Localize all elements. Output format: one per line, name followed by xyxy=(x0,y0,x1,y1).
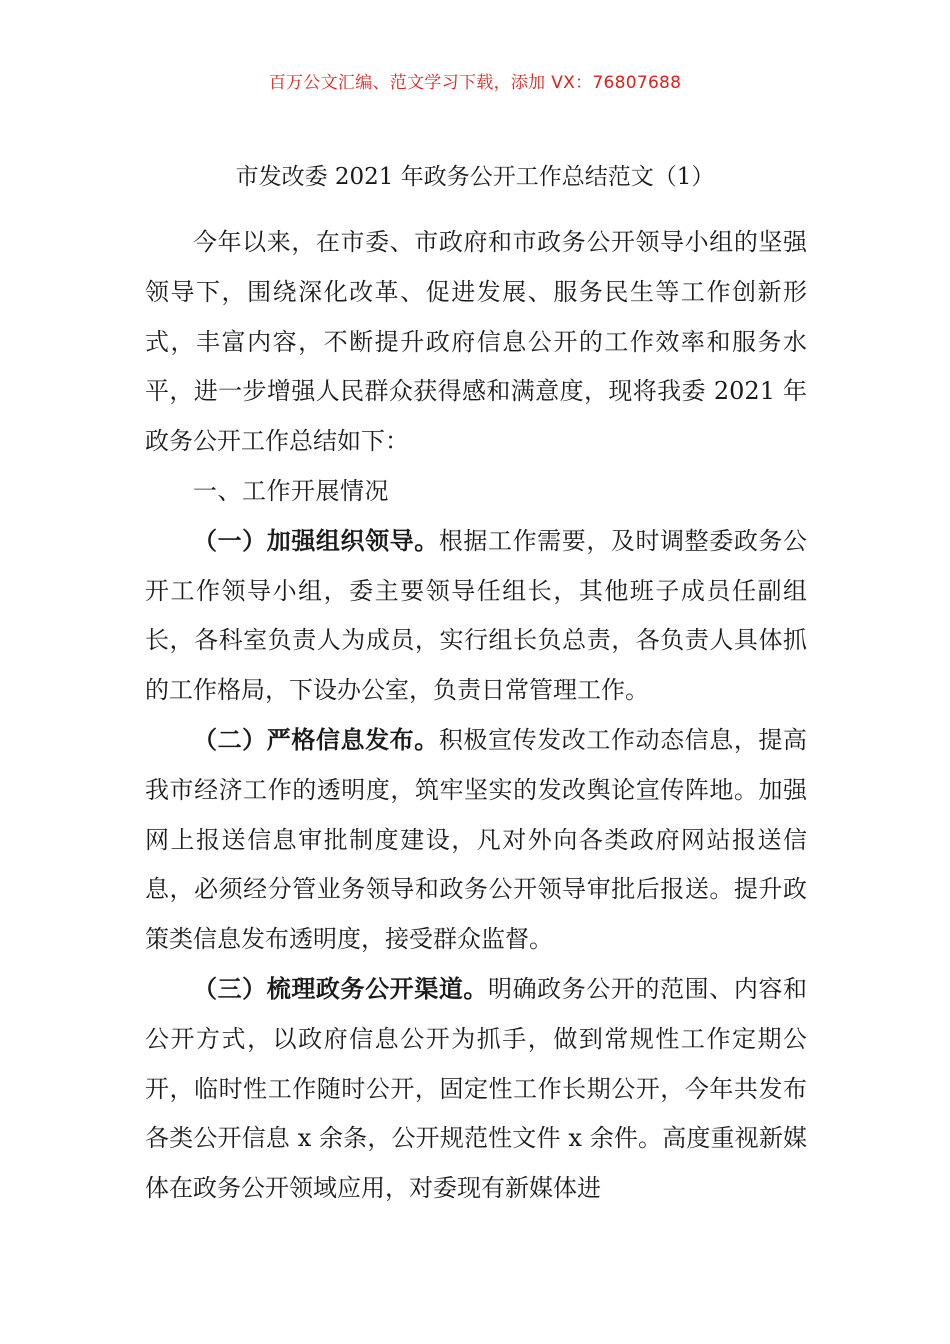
item-lead-3: （三）梳理政务公开渠道。 xyxy=(193,974,488,1003)
item-text-3: 明确政务公开的范围、内容和公开方式，以政府信息公开为抓手，做到常规性工作定期公开，临时性工作随时公开，固定性工作长期公开，今年共发布各类公开信息 x 余条，公开规范性文件 x 余件。高度重视新媒体在政务公开领域应用，对委现有新媒体进 xyxy=(145,974,807,1203)
watermark-header: 百万公文汇编、范文学习下载，添加 VX：76807688 xyxy=(268,73,682,93)
item-lead-1: （一）加强组织领导。 xyxy=(193,526,439,555)
item-text-2: 积极宣传发改工作动态信息，提高我市经济工作的透明度，筑牢坚实的发改舆论宣传阵地。加强网上报送信息审批制度建设，凡对外向各类政府网站报送信息，必须经分管业务领导和政务公开领导审批后报送。提升政策类信息发布透明度，接受群众监督。 xyxy=(145,725,808,954)
document-body xyxy=(145,218,807,1214)
item-paragraph-3 xyxy=(145,965,807,1214)
intro-paragraph: 今年以来，在市委、市政府和市政务公开领导小组的坚强领导下，围绕深化改革、促进发展、服务民生等工作创新形式，丰富内容，不断提升政府信息公开的工作效率和服务水平，进一步增强人民群众获得感和满意度，现将我委 2021 年政务公开工作总结如下： xyxy=(145,228,807,456)
document-title: 市发改委 2021 年政务公开工作总结范文（1） xyxy=(235,164,715,190)
item-paragraph-1 xyxy=(145,517,807,716)
item-lead-2: （二）严格信息发布。 xyxy=(193,725,439,754)
item-paragraph-2 xyxy=(145,716,807,965)
section-heading: 一、工作开展情况 xyxy=(193,476,389,505)
item-text-1: 根据工作需要，及时调整委政务公开工作领导小组，委主要领导任组长，其他班子成员任副组长，各科室负责人为成员，实行组长负总责，各负责人具体抓的工作格局，下设办公室，负责日常管理工作。 xyxy=(145,526,808,705)
